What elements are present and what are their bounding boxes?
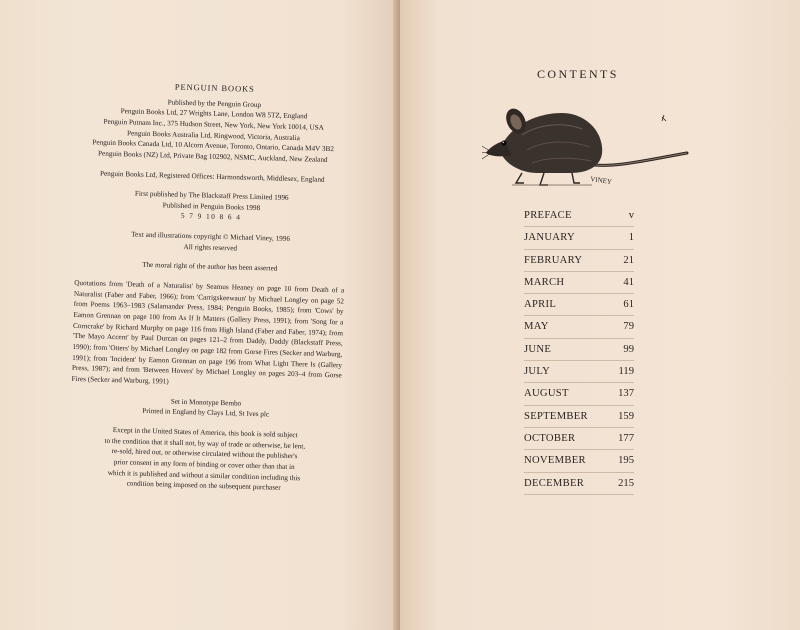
toc-entry-page: 99 xyxy=(623,343,634,355)
condition-line: which it is published and without a similar condition including this xyxy=(107,468,301,482)
artist-signature: VINEY xyxy=(589,175,613,187)
toc-entry-title: SEPTEMBER xyxy=(524,410,588,422)
toc-entry-page: 137 xyxy=(618,388,634,400)
contents-heading: CONTENTS xyxy=(537,67,619,81)
toc-entry-preface[interactable] xyxy=(524,205,634,227)
imprint-text xyxy=(68,78,350,504)
toc-entry-april[interactable] xyxy=(524,294,634,316)
address-line: Penguin Putnam Inc., 375 Hudson Street, New York, New York 10014, USA xyxy=(103,117,325,132)
toc-entry-page: 159 xyxy=(618,410,634,422)
toc-entry-july[interactable] xyxy=(524,361,634,383)
condition-line: Except in the United States of America, this book is sold subject xyxy=(112,426,298,440)
toc-entry-page: 61 xyxy=(623,299,634,311)
print-line: 5 7 9 10 8 6 4 xyxy=(180,212,242,223)
registered-offices: Penguin Books Ltd, Registered Offices: Harmondsworth, Middlesex, England xyxy=(99,169,325,184)
toc-entry-title: AUGUST xyxy=(524,388,569,400)
address-line: Penguin Books (NZ) Ltd, Private Bag 102902, NSMC, Auckland, New Zealand xyxy=(97,149,328,164)
address-line: Penguin Books Ltd, 27 Wrights Lane, London W8 5TZ, England xyxy=(120,107,308,121)
copyright-notice: Text and illustrations copyright © Michael Viney, 1996 xyxy=(131,230,291,244)
toc-divider xyxy=(524,494,634,495)
toc-entry-page: 1 xyxy=(628,232,634,244)
condition-line: condition being imposed on the subsequent purchaser xyxy=(126,479,281,493)
toc-entry-page: 215 xyxy=(618,477,634,489)
publisher-addresses xyxy=(78,95,350,166)
toc-entry-page: 195 xyxy=(618,455,634,467)
toc-entry-title: NOVEMBER xyxy=(524,455,586,467)
table-of-contents xyxy=(524,205,634,495)
toc-entry-page: 119 xyxy=(618,366,634,378)
condition-line: prior consent in any form of binding or cover other than that in xyxy=(113,458,295,472)
toc-entry-june[interactable] xyxy=(524,339,634,361)
toc-entry-page: 177 xyxy=(618,432,634,444)
toc-entry-title: JANUARY xyxy=(524,232,575,244)
toc-entry-title: PREFACE xyxy=(524,210,572,221)
published-penguin: Published in Penguin Books 1998 xyxy=(162,201,261,212)
printing-info xyxy=(71,394,341,423)
mouse-illustration xyxy=(482,95,692,195)
toc-entry-october[interactable] xyxy=(524,428,634,450)
toc-entry-november[interactable] xyxy=(524,450,634,472)
toc-entry-title: APRIL xyxy=(524,299,557,311)
publisher-name: PENGUIN BOOKS xyxy=(174,81,255,94)
toc-entry-september[interactable] xyxy=(524,406,634,428)
toc-entry-title: OCTOBER xyxy=(524,432,576,444)
first-published: First published by The Blackstaff Press Limited 1996 xyxy=(134,189,289,203)
toc-entry-page: 79 xyxy=(623,321,634,333)
copyright-block xyxy=(75,228,345,257)
quotation-credits: Quotations from 'Death of a Naturalist' by Seamus Heaney on page 10 from Death of a Naturalist (Faber and Faber, 1966); from 'Carrigskeewaun' by Michael Longley on page 52 from Poems 1963–1983 (Salamander Press, 1984; Penguin Books, 1985); from 'Cows' by Eamon Grennan on page 100 from As If It Matters (Gallery Press, 1991); from 'Song for a Corncrake' by Richard Murphy on page 116 from High Island (Faber and Faber, 1974); from 'The Mayo Accent' by Paul Durcan on pages 121–2 from Daddy, Daddy (Blackstaff Press, 1990); from 'Otters' by Michael Longley on page 182 from Gorse Fires (Secker and Warburg, 1991); from 'Incident' by Eamon Grennan on page 196 from What Light There Is (Gallery Press, 1987); and from 'Between Hovers' by Michael Longley on pages 203–4 from Gorse Fires (Secker and Warburg, 1991) xyxy=(71,279,345,386)
toc-entry-page: 21 xyxy=(623,254,634,266)
toc-entry-august[interactable] xyxy=(524,383,634,405)
toc-entry-page: 41 xyxy=(623,276,634,288)
toc-entry-title: MAY xyxy=(524,321,549,333)
typeface-line: Set in Monotype Bembo xyxy=(170,397,242,408)
toc-entry-may[interactable] xyxy=(524,316,634,338)
condition-line: re-sold, hired out, or otherwise circulated without the publisher's xyxy=(111,447,298,461)
toc-entry-january[interactable] xyxy=(524,227,634,249)
moral-right: The moral right of the author has been asserted xyxy=(142,261,278,274)
rights-reserved: All rights reserved xyxy=(183,242,238,253)
address-line: Penguin Books Australia Ltd, Ringwood, Victoria, Australia xyxy=(126,128,300,142)
toc-entry-title: JUNE xyxy=(524,343,552,355)
publication-history xyxy=(76,187,347,226)
condition-line: to the condition that it shall not, by way of trade or otherwise, be lent, xyxy=(104,436,306,451)
toc-entry-title: JULY xyxy=(524,366,551,378)
printer-line: Printed in England by Clays Ltd, St Ives plc xyxy=(142,407,270,419)
toc-entry-february[interactable] xyxy=(524,250,634,272)
toc-entry-page: v xyxy=(628,210,634,221)
address-line: Penguin Books Canada Ltd, 10 Alcorn Avenue, Toronto, Ontario, Canada M4V 3B2 xyxy=(92,138,335,154)
toc-entry-title: MARCH xyxy=(524,276,565,288)
toc-entry-title: DECEMBER xyxy=(524,477,585,489)
address-line: Published by the Penguin Group xyxy=(167,98,262,109)
toc-entry-december[interactable] xyxy=(524,473,634,495)
toc-entry-march[interactable] xyxy=(524,272,634,294)
toc-entry-title: FEBRUARY xyxy=(524,254,583,266)
sale-conditions xyxy=(69,424,341,495)
